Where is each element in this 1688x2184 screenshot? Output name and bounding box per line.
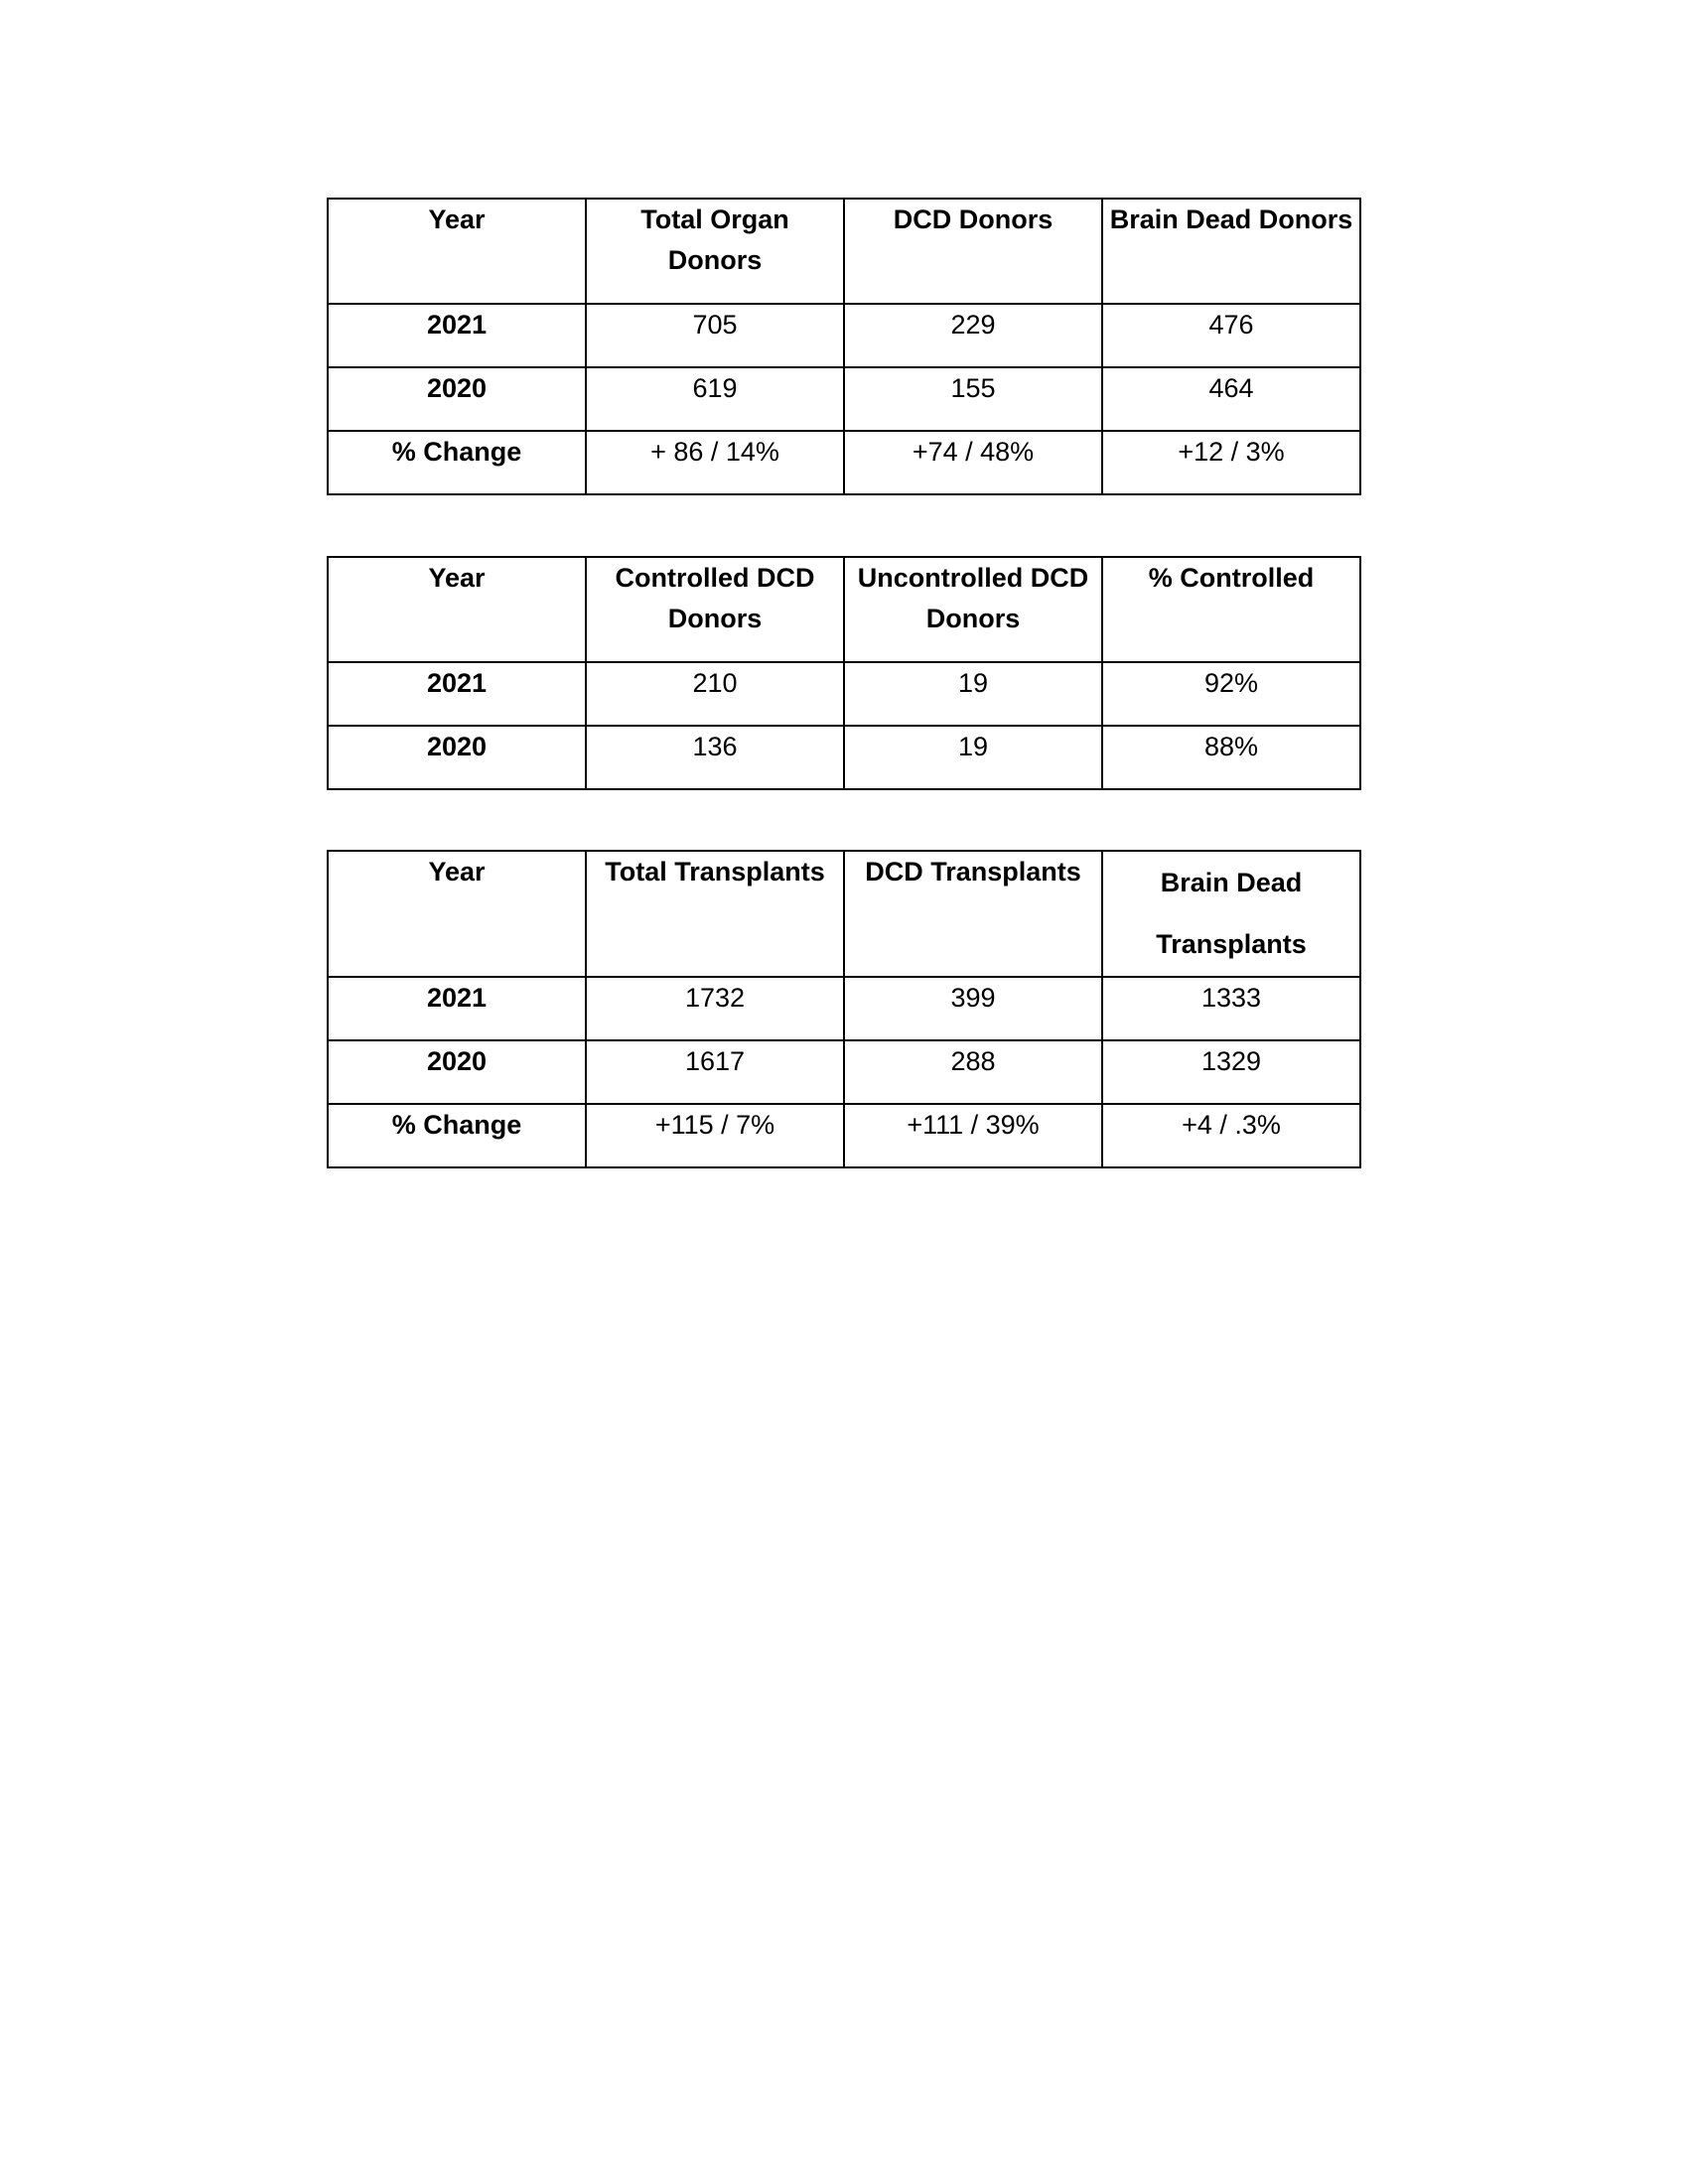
row-label: 2021 xyxy=(328,662,586,726)
table-cell: 399 xyxy=(844,977,1102,1040)
header-percent-controlled: % Controlled xyxy=(1102,557,1360,662)
table-cell: 464 xyxy=(1102,367,1360,431)
table-row xyxy=(328,431,1360,494)
header-dcd-donors: DCD Donors xyxy=(844,199,1102,304)
table-header-row xyxy=(328,557,1360,662)
row-label: 2020 xyxy=(328,367,586,431)
header-dcd-transplants: DCD Transplants xyxy=(844,851,1102,977)
table-cell: 92% xyxy=(1102,662,1360,726)
table-cell: + 86 / 14% xyxy=(586,431,844,494)
table-row xyxy=(328,367,1360,431)
header-year: Year xyxy=(328,851,586,977)
table-cell: 136 xyxy=(586,726,844,789)
table-cell: +74 / 48% xyxy=(844,431,1102,494)
table-cell: +115 / 7% xyxy=(586,1104,844,1167)
dcd-donors-table xyxy=(327,556,1361,790)
organ-donors-table xyxy=(327,198,1361,495)
table-cell: 1329 xyxy=(1102,1040,1360,1104)
table-cell: 229 xyxy=(844,304,1102,367)
row-label: 2020 xyxy=(328,726,586,789)
row-label: 2020 xyxy=(328,1040,586,1104)
table-cell: +12 / 3% xyxy=(1102,431,1360,494)
table-row xyxy=(328,662,1360,726)
header-total-organ-donors: Total Organ Donors xyxy=(586,199,844,304)
table-header-row xyxy=(328,851,1360,977)
table-cell: 210 xyxy=(586,662,844,726)
table-row xyxy=(328,726,1360,789)
table-cell: 88% xyxy=(1102,726,1360,789)
row-label: 2021 xyxy=(328,977,586,1040)
header-total-transplants: Total Transplants xyxy=(586,851,844,977)
table-cell: 1617 xyxy=(586,1040,844,1104)
table-row xyxy=(328,304,1360,367)
table-row xyxy=(328,1040,1360,1104)
table-cell: 705 xyxy=(586,304,844,367)
transplants-table xyxy=(327,850,1361,1168)
row-label: % Change xyxy=(328,431,586,494)
table-cell: +4 / .3% xyxy=(1102,1104,1360,1167)
table-row xyxy=(328,977,1360,1040)
table-cell: 619 xyxy=(586,367,844,431)
header-year: Year xyxy=(328,199,586,304)
header-controlled-dcd-donors: Controlled DCD Donors xyxy=(586,557,844,662)
row-label: 2021 xyxy=(328,304,586,367)
table-cell: 1333 xyxy=(1102,977,1360,1040)
header-brain-dead-transplants: Brain Dead Transplants xyxy=(1102,851,1360,977)
header-year: Year xyxy=(328,557,586,662)
header-uncontrolled-dcd-donors: Uncontrolled DCD Donors xyxy=(844,557,1102,662)
table-cell: 19 xyxy=(844,726,1102,789)
table-header-row xyxy=(328,199,1360,304)
table-row xyxy=(328,1104,1360,1167)
table-cell: 19 xyxy=(844,662,1102,726)
table-cell: 288 xyxy=(844,1040,1102,1104)
header-brain-dead-donors: Brain Dead Donors xyxy=(1102,199,1360,304)
row-label: % Change xyxy=(328,1104,586,1167)
table-cell: 155 xyxy=(844,367,1102,431)
table-cell: 1732 xyxy=(586,977,844,1040)
table-cell: 476 xyxy=(1102,304,1360,367)
table-cell: +111 / 39% xyxy=(844,1104,1102,1167)
